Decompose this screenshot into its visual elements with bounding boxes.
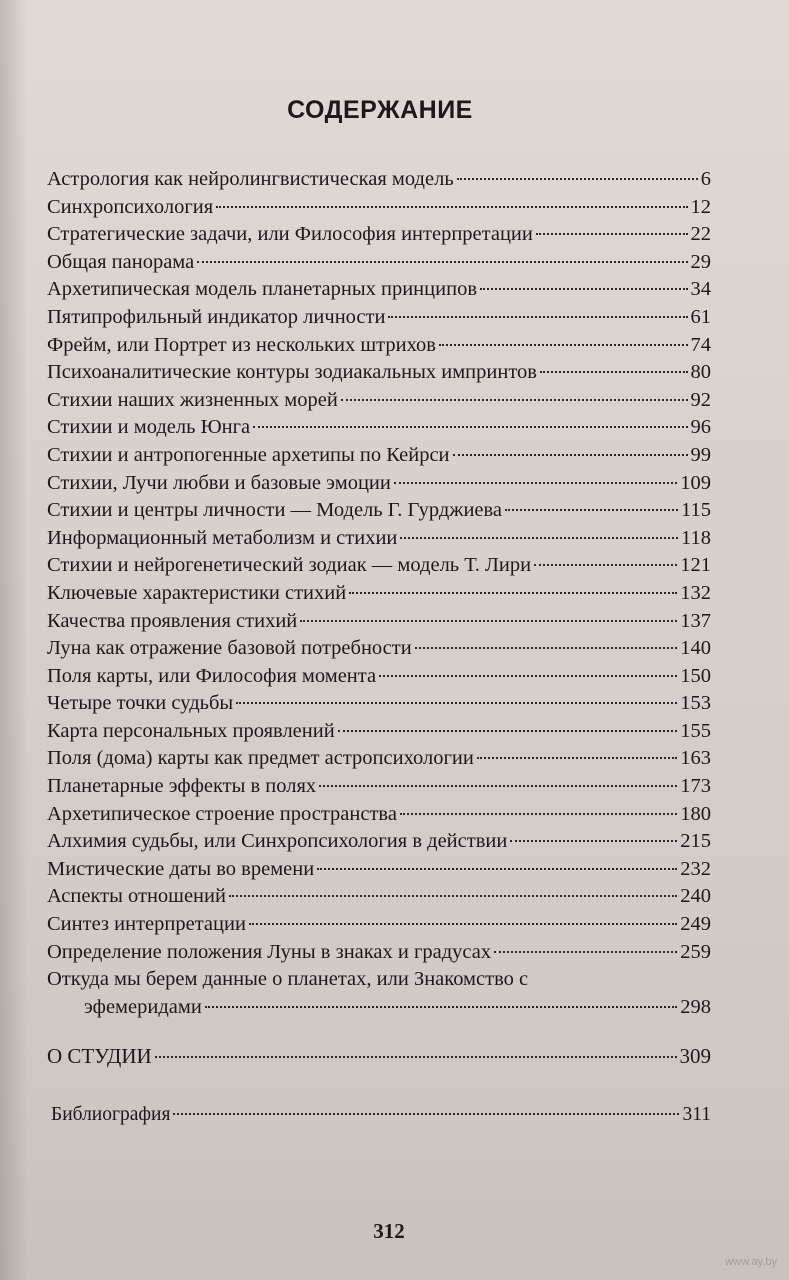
dot-leader	[249, 923, 677, 925]
toc-entry	[47, 497, 711, 525]
toc-entry	[47, 442, 711, 470]
toc-entry-page: 163	[680, 747, 711, 770]
toc-entry-page: 215	[680, 830, 711, 853]
toc-entry	[47, 470, 711, 498]
toc-entry-text: Откуда мы берем данные о планетах, или Знакомство с	[47, 968, 529, 991]
toc-entry-text: Луна как отражение базовой потребности	[47, 637, 412, 660]
dot-leader	[505, 509, 678, 511]
toc-entry-text: Фрейм, или Портрет из нескольких штрихов	[47, 333, 436, 356]
toc-entry-text: Алхимия судьбы, или Синхропсихология в действии	[47, 830, 508, 853]
toc-entry-page: 132	[680, 581, 711, 604]
toc-entry-text: Стихии и модель Юнга	[47, 416, 251, 439]
dot-leader	[317, 868, 677, 870]
toc-entry	[47, 939, 711, 967]
toc-entry-page: 180	[680, 802, 711, 825]
toc-entry	[47, 580, 711, 608]
toc-entry-page: 96	[690, 416, 711, 439]
toc-entries	[47, 166, 711, 966]
dot-leader	[415, 647, 678, 649]
dot-leader	[341, 399, 688, 401]
toc-entry-page: 232	[680, 857, 711, 880]
spine-shadow	[0, 0, 28, 1280]
toc-entry-page: 153	[680, 692, 711, 715]
toc-entry-page: 115	[681, 499, 711, 522]
toc-entry	[47, 828, 711, 856]
toc-entry-text: Стихии, Лучи любви и базовые эмоции	[47, 471, 391, 494]
toc-entry-text: Аспекты отношений	[47, 885, 226, 908]
toc-entry-text: Синхропсихология	[47, 195, 214, 218]
toc-entry	[47, 552, 711, 580]
toc-entry-text: Мистические даты во времени	[47, 857, 315, 880]
toc-entry-page: 99	[690, 443, 711, 466]
dot-leader	[349, 592, 677, 594]
dot-leader	[300, 620, 677, 622]
dot-leader	[229, 895, 677, 897]
toc-entry-text: Синтез интерпретации	[47, 913, 246, 936]
dot-leader	[400, 813, 677, 815]
toc-entry-page: 137	[680, 609, 711, 632]
toc-entry-text: эфемеридами	[84, 995, 202, 1018]
dot-leader	[253, 426, 687, 428]
toc-entry-text: Общая панорама	[47, 250, 195, 273]
toc-entry-page: 259	[680, 940, 711, 963]
toc-entry-page: 118	[681, 526, 711, 549]
toc-entry	[47, 249, 711, 277]
toc-entry-ephemeris-line1	[47, 966, 711, 994]
page-title: СОДЕРЖАНИЕ	[287, 96, 473, 124]
dot-leader	[536, 233, 688, 235]
toc-entry-text: Стихии и антропогенные архетипы по Кейрси	[47, 443, 450, 466]
toc-entry	[47, 166, 711, 194]
dot-leader	[155, 1056, 677, 1058]
toc-entry-page: 6	[700, 168, 711, 190]
dot-leader	[205, 1006, 677, 1008]
toc-entry	[47, 883, 711, 911]
toc-entry-page: 74	[690, 333, 711, 356]
toc-entry-text: Психоаналитические контуры зодиакальных импринтов	[47, 361, 537, 384]
toc-entry-page: 309	[679, 1044, 711, 1069]
toc-entry-page: 240	[680, 885, 711, 908]
dot-leader	[453, 454, 688, 456]
toc-entry	[47, 221, 711, 249]
dot-leader	[400, 537, 678, 539]
toc-entry-text: Качества проявления стихий	[47, 609, 298, 632]
toc-entry-page: 155	[680, 719, 711, 742]
toc-entry-text: Информационный метаболизм и стихии	[47, 526, 398, 549]
toc-entry	[47, 332, 711, 360]
toc-entry-page: 311	[682, 1104, 711, 1125]
toc-entry-page: 121	[680, 554, 711, 577]
toc-entry-text: Астрология как нейролингвистическая модель	[47, 168, 454, 190]
dot-leader	[540, 371, 688, 373]
toc-entry	[47, 911, 711, 939]
toc-entry-text: Стратегические задачи, или Философия интерпретации	[47, 223, 533, 246]
dot-leader	[173, 1113, 679, 1115]
toc-entry-page: 150	[680, 664, 711, 687]
toc-entry-page: 249	[680, 913, 711, 936]
dot-leader	[338, 730, 678, 732]
toc-entry-page: 109	[680, 471, 711, 494]
toc-entry	[47, 635, 711, 663]
toc-entry-text: Архетипическое строение пространства	[47, 802, 397, 825]
toc-entry	[47, 414, 711, 442]
toc-entry-page: 80	[690, 361, 711, 384]
toc-entry-page: 140	[680, 637, 711, 660]
toc-entry-page: 298	[680, 995, 711, 1018]
toc-entry-page: 29	[690, 250, 711, 273]
toc-entry-text: Пятипрофильный индикатор личности	[47, 305, 386, 328]
dot-leader	[494, 951, 677, 953]
dot-leader	[319, 785, 677, 787]
dot-leader	[388, 316, 687, 318]
dot-leader	[510, 840, 677, 842]
toc-entry-page: 92	[690, 388, 711, 411]
toc-entry	[47, 387, 711, 415]
toc-entry	[47, 194, 711, 222]
page-number: 312	[373, 1219, 405, 1243]
dot-leader	[394, 482, 677, 484]
toc-entry	[47, 801, 711, 829]
dot-leader	[480, 288, 688, 290]
dot-leader	[439, 344, 688, 346]
toc-entry	[47, 608, 711, 636]
toc-entry-text: Библиография	[51, 1104, 171, 1125]
toc-entry-text: Определение положения Луны в знаках и градусах	[47, 940, 492, 963]
toc-entry	[47, 690, 711, 718]
toc-entry	[47, 304, 711, 332]
toc-entry-text: Архетипическая модель планетарных принципов	[47, 278, 477, 301]
dot-leader	[534, 564, 677, 566]
toc-entry-text: О СТУДИИ	[47, 1044, 152, 1069]
toc-entry-text: Стихии наших жизненных морей	[47, 388, 338, 411]
toc-entry	[47, 773, 711, 801]
toc-entry-text: Стихии и центры личности — Модель Г. Гурджиева	[47, 499, 503, 522]
toc-entry-page: 173	[680, 775, 711, 798]
toc-entry	[47, 718, 711, 746]
toc-entry-text: Планетарные эффекты в полях	[47, 775, 317, 798]
toc-entry-page: 34	[690, 278, 711, 301]
toc-entry-page: 12	[690, 195, 711, 218]
toc-entry-studio	[47, 1043, 711, 1071]
toc-entry	[47, 359, 711, 387]
toc-entry-text: Четыре точки судьбы	[47, 692, 234, 715]
dot-leader	[197, 261, 687, 263]
dot-leader	[216, 206, 687, 208]
toc-entry-ephemeris	[47, 994, 711, 1022]
toc-entry-text: Ключевые характеристики стихий	[47, 581, 347, 604]
table-of-contents	[47, 166, 711, 1129]
toc-entry-bibliography	[47, 1101, 711, 1129]
toc-entry	[47, 745, 711, 773]
dot-leader	[379, 675, 677, 677]
toc-entry	[47, 663, 711, 691]
dot-leader	[457, 178, 698, 180]
dot-leader	[236, 702, 677, 704]
watermark: www.ay.by	[725, 1256, 777, 1268]
toc-entry	[47, 856, 711, 884]
toc-entry-page: 61	[690, 305, 711, 328]
toc-entry-text: Стихии и нейрогенетический зодиак — модель Т. Лири	[47, 554, 532, 577]
dot-leader	[477, 757, 677, 759]
toc-entry	[47, 525, 711, 553]
toc-entry	[47, 276, 711, 304]
toc-entry-page: 22	[690, 223, 711, 246]
toc-entry-text: Карта персональных проявлений	[47, 719, 335, 742]
toc-entry-text: Поля карты, или Философия момента	[47, 664, 377, 687]
toc-entry-text: Поля (дома) карты как предмет астропсихологии	[47, 747, 474, 770]
